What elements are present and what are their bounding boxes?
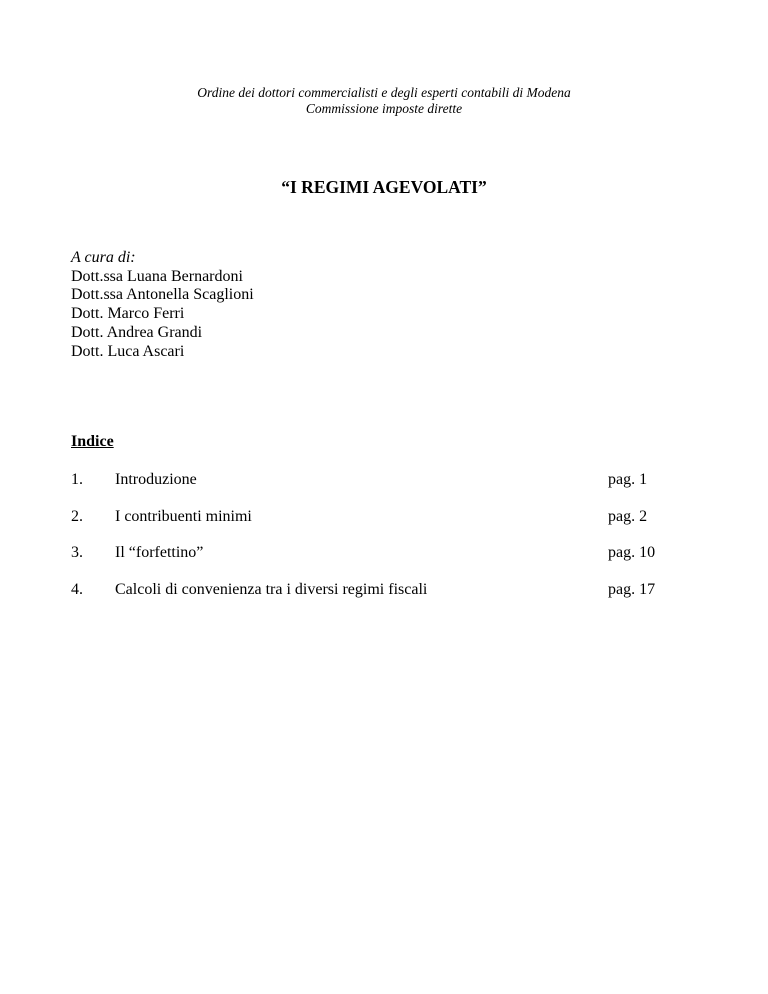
toc-page: pag. 2	[608, 508, 648, 525]
authors-block	[71, 249, 254, 361]
toc-title: Introduzione	[115, 471, 197, 488]
index-heading: Indice	[71, 433, 114, 450]
toc-number: 4.	[71, 581, 83, 598]
toc-number: 2.	[71, 508, 83, 525]
document-header	[0, 85, 768, 117]
toc-title: Il “forfettino”	[115, 544, 204, 561]
toc-page: pag. 10	[608, 544, 656, 561]
toc-entry	[71, 507, 691, 527]
toc-number: 3.	[71, 544, 83, 561]
toc-title: I contribuenti minimi	[115, 508, 252, 525]
author-name: Dott.ssa Antonella Scaglioni	[71, 286, 254, 304]
toc-entry	[71, 543, 691, 563]
authors-label: A cura di:	[71, 249, 136, 266]
author-name: Dott. Luca Ascari	[71, 342, 185, 360]
author-name: Dott.ssa Luana Bernardoni	[71, 267, 243, 285]
toc-entry	[71, 580, 691, 600]
toc-title: Calcoli di convenienza tra i diversi regimi fiscali	[115, 581, 428, 598]
author-name: Dott. Marco Ferri	[71, 305, 185, 323]
toc-entry	[71, 470, 691, 490]
toc-page: pag. 17	[608, 581, 656, 598]
header-commission: Commissione imposte dirette	[305, 101, 463, 116]
author-name: Dott. Andrea Grandi	[71, 323, 203, 341]
toc-page: pag. 1	[608, 471, 648, 488]
toc-number: 1.	[71, 471, 83, 488]
header-organization: Ordine dei dottori commercialisti e degli esperti contabili di Modena	[197, 85, 571, 100]
document-title: “I REGIMI AGEVOLATI”	[281, 177, 487, 197]
